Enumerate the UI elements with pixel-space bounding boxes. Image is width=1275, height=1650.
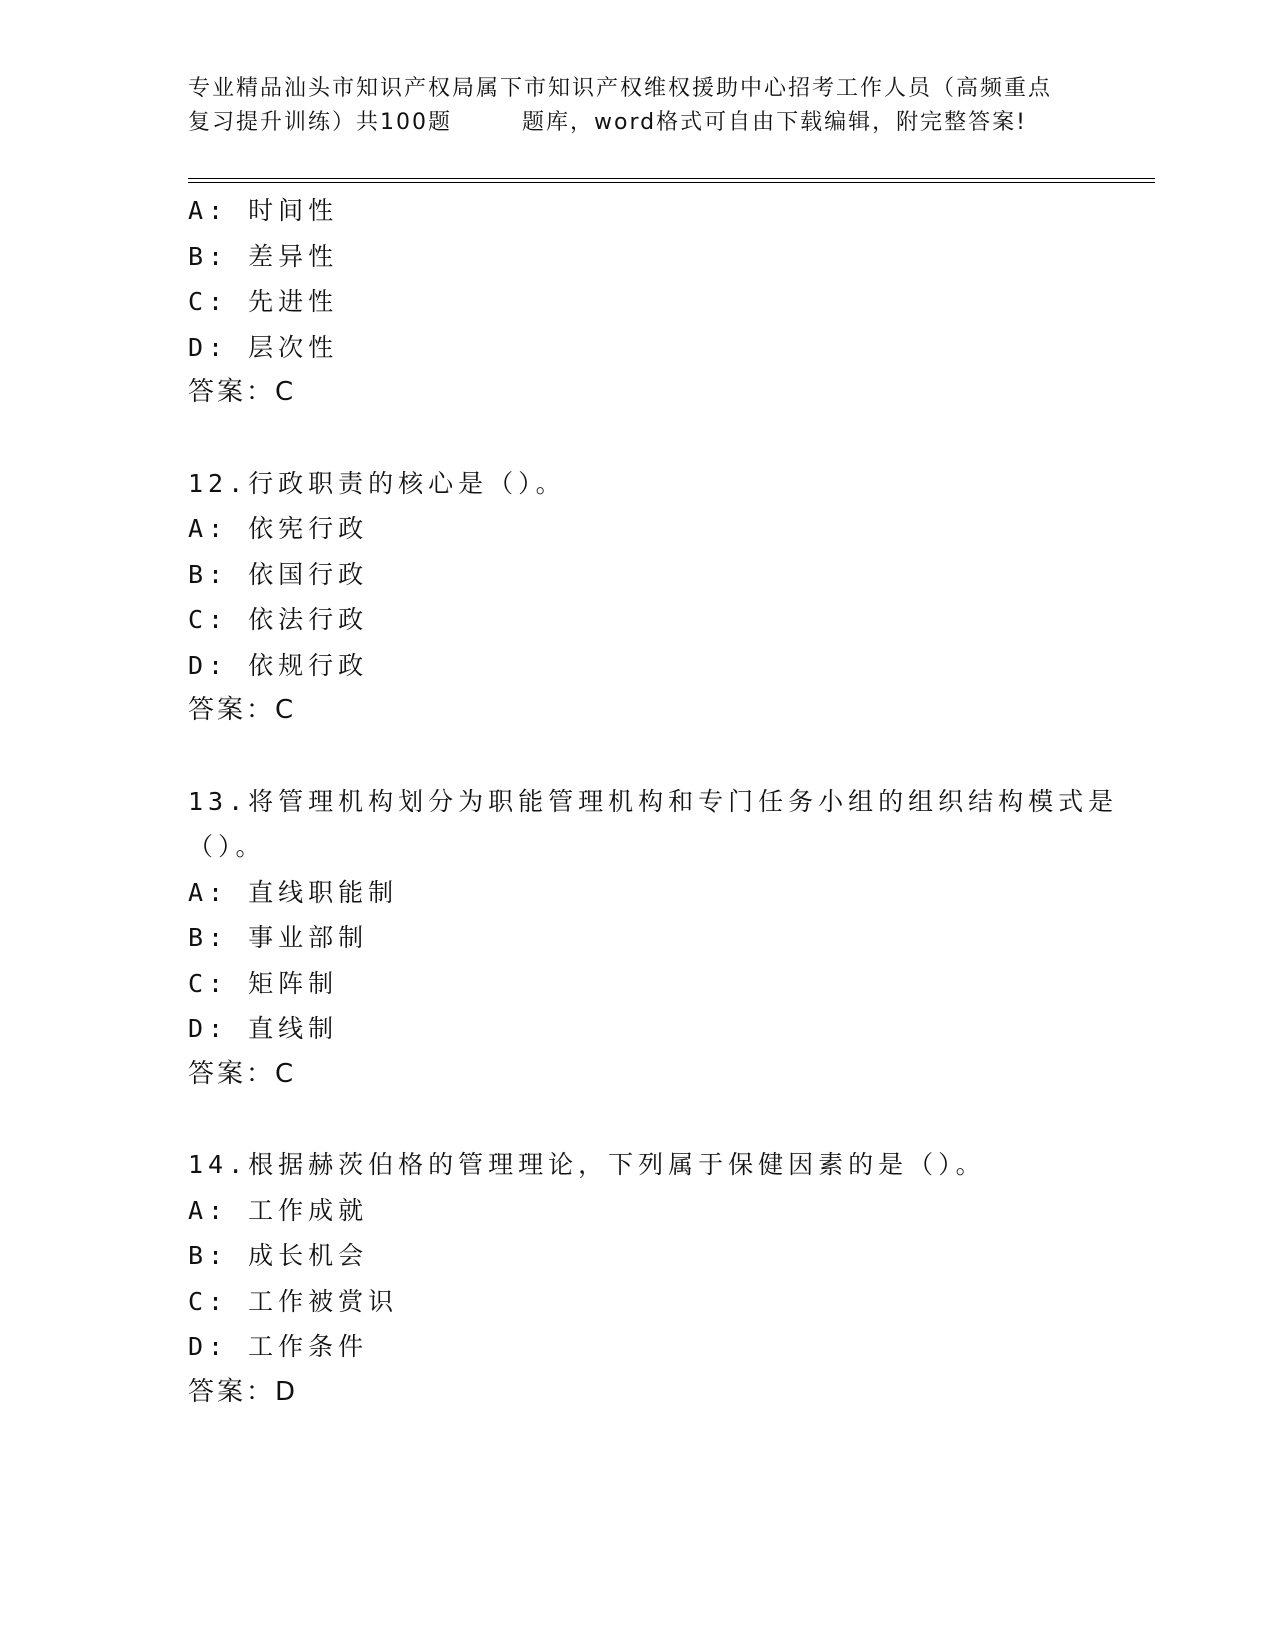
option-d: D: 直线制 bbox=[188, 1014, 339, 1043]
header-line-2-part-a: 复习提升训练）共100题 bbox=[188, 110, 452, 135]
question-14 bbox=[188, 1142, 1148, 1415]
question-13 bbox=[188, 779, 1148, 1098]
answer: 答案：D bbox=[188, 1376, 299, 1407]
answer: 答案：C bbox=[188, 695, 297, 725]
option-d: D: 工作条件 bbox=[188, 1332, 369, 1361]
answer: 答案：C bbox=[188, 377, 297, 407]
option-a: A: 依宪行政 bbox=[188, 514, 369, 543]
document-header bbox=[188, 72, 1088, 140]
option-b: B: 成长机会 bbox=[188, 1241, 369, 1270]
answer: 答案：C bbox=[188, 1058, 297, 1089]
header-line-2 bbox=[188, 106, 1088, 140]
header-line-2-part-b: 题库，word格式可自由下载编辑，附完整答案! bbox=[522, 110, 1027, 135]
question-text-line-1: 13.将管理机构划分为职能管理机构和专门任务小组的组织结构模式是 bbox=[188, 786, 1119, 816]
option-c: C: 先进性 bbox=[188, 287, 339, 316]
option-a: A: 时间性 bbox=[188, 196, 339, 225]
question-text: 14.根据赫茨伯格的管理理论，下列属于保健因素的是（）。 bbox=[188, 1150, 986, 1179]
option-c: C: 依法行政 bbox=[188, 605, 369, 634]
option-b: B: 差异性 bbox=[188, 241, 339, 271]
option-b: B: 依国行政 bbox=[188, 559, 369, 589]
header-divider-bottom bbox=[188, 182, 1155, 183]
option-d: D: 依规行政 bbox=[188, 650, 369, 680]
option-b: B: 事业部制 bbox=[188, 923, 369, 952]
option-d: D: 层次性 bbox=[188, 332, 339, 362]
header-divider-top bbox=[188, 178, 1155, 179]
question-list bbox=[188, 188, 1148, 1415]
header-line-1: 专业精品汕头市知识产权局属下市知识产权维权援助中心招考工作人员（高频重点 bbox=[188, 76, 1053, 101]
question-text: 12.行政职责的核心是（）。 bbox=[188, 468, 566, 498]
question-text-line-2: （）。 bbox=[188, 832, 266, 861]
question-11 bbox=[188, 188, 1148, 416]
option-a: A: 直线职能制 bbox=[188, 877, 399, 907]
option-c: C: 工作被赏识 bbox=[188, 1286, 399, 1316]
option-a: A: 工作成就 bbox=[188, 1195, 369, 1225]
option-c: C: 矩阵制 bbox=[188, 968, 339, 998]
question-12 bbox=[188, 461, 1148, 734]
